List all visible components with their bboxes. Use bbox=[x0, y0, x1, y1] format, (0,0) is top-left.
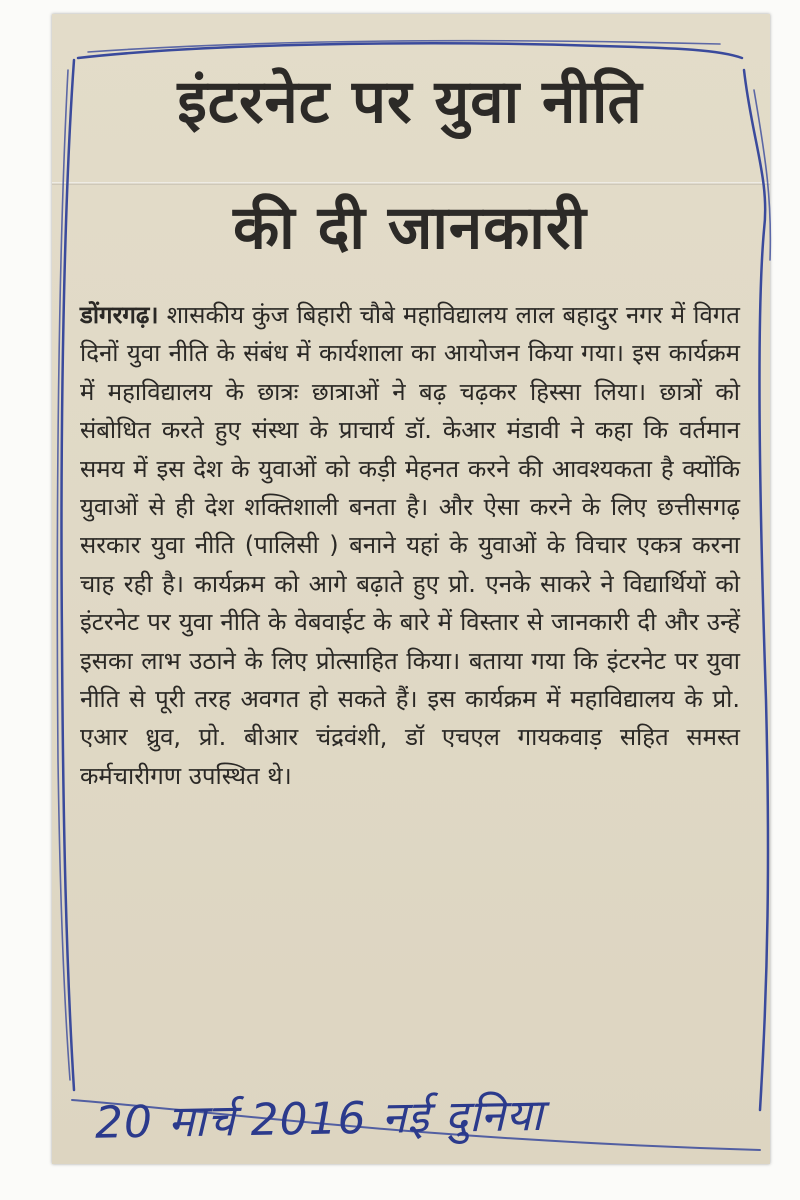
headline-line-1: इंटरनेट पर युवा नीति bbox=[177, 67, 643, 137]
article-text: शासकीय कुंज बिहारी चौबे महाविद्यालय लाल बहादुर नगर में विगत दिनों युवा नीति के संबंध में कार्यशाला का आयोजन किया गया। इस कार्यक्रम में महाविद्यालय के छात्रः छात्राओं ने बढ़ चढ़कर हिस्सा लिया। छात्रों को संबोधित करते हुए संस्था के प्राचार्य डॉ. केआर मंडावी ने कहा कि वर्तमान समय में इस देश के युवाओं को कड़ी मेहनत करने की आवश्यकता है क्योंकि युवाओं से ही देश शक्तिशाली बनता है। और ऐसा करने के लिए छत्तीसगढ़ सरकार युवा नीति (पालिसी ) बनाने यहां के युवाओं के विचार एकत्र करना चाह रही है। कार्यक्रम को आगे बढ़ाते हुए प्रो. एनके साकरे ने विद्यार्थियों को इंटरनेट पर युवा नीति के वेबवाईट के बारे में विस्तार से जानकारी दी और उन्हें इसका लाभ उठाने के लिए प्रोत्साहित किया। बताया गया कि इंटरनेट पर युवा नीति से पूरी तरह अवगत हो सकते हैं। इस कार्यक्रम में महाविद्यालय के प्रो. एआर ध्रुव, प्रो. बीआर चंद्रवंशी, डॉ एचएल गायकवाड़ सहित समस्त कर्मचारीगण उपस्थित थे। bbox=[80, 301, 740, 790]
headline-line-2: की दी जानकारी bbox=[233, 193, 587, 263]
paper-fold-line bbox=[52, 182, 770, 185]
article-dateline: डोंगरगढ़। bbox=[80, 301, 159, 329]
handwritten-date-note: 20 मार्च 2016 नई दुनिया bbox=[94, 1089, 545, 1149]
article-body bbox=[80, 296, 740, 795]
